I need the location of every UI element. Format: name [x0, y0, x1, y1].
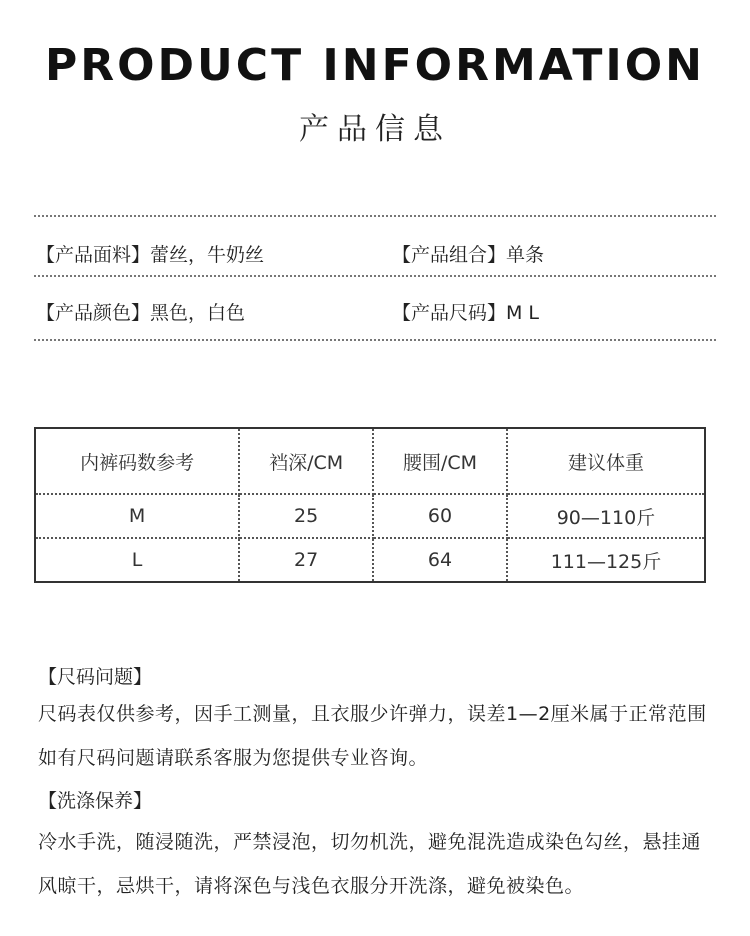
cell-weight: 111—125斤: [507, 538, 705, 582]
size-table: [34, 427, 706, 583]
divider: [34, 339, 716, 341]
divider: [34, 215, 716, 217]
size-notes-text: 尺码表仅供参考，因手工测量，且衣服少许弹力，误差1—2厘米属于正常范围如有尺码问题请联系客服为您提供专业咨询。: [38, 703, 707, 769]
cell-size: M: [35, 494, 239, 538]
header-size-ref: 内裤码数参考: [35, 428, 239, 494]
cell-waist: 60: [373, 494, 507, 538]
cell-size: L: [35, 538, 239, 582]
cell-rise: 27: [239, 538, 373, 582]
wash-notes-title: 【洗涤保养】: [38, 790, 153, 812]
info-fabric: 【产品面料】蕾丝，牛奶丝: [36, 244, 265, 266]
cell-rise: 25: [239, 494, 373, 538]
cell-weight: 90—110斤: [507, 494, 705, 538]
page-subtitle: 产品信息: [299, 112, 451, 147]
info-size: 【产品尺码】M L: [392, 302, 540, 324]
table-header-row: [35, 428, 705, 494]
table-row: [35, 538, 705, 582]
header-weight: 建议体重: [507, 428, 705, 494]
divider: [34, 275, 716, 277]
cell-waist: 64: [373, 538, 507, 582]
wash-notes-text: 冷水手洗，随浸随洗，严禁浸泡，切勿机洗，避免混洗造成染色勾丝，悬挂通风晾干，忌烘干，请将深色与浅色衣服分开洗涤，避免被染色。: [38, 831, 702, 897]
header-rise: 裆深/CM: [239, 428, 373, 494]
size-notes-title: 【尺码问题】: [38, 666, 153, 688]
page-title: PRODUCT INFORMATION: [45, 40, 705, 91]
table-row: [35, 494, 705, 538]
header-waist: 腰围/CM: [373, 428, 507, 494]
info-combo: 【产品组合】单条: [392, 244, 545, 266]
info-color: 【产品颜色】黑色，白色: [36, 302, 246, 324]
